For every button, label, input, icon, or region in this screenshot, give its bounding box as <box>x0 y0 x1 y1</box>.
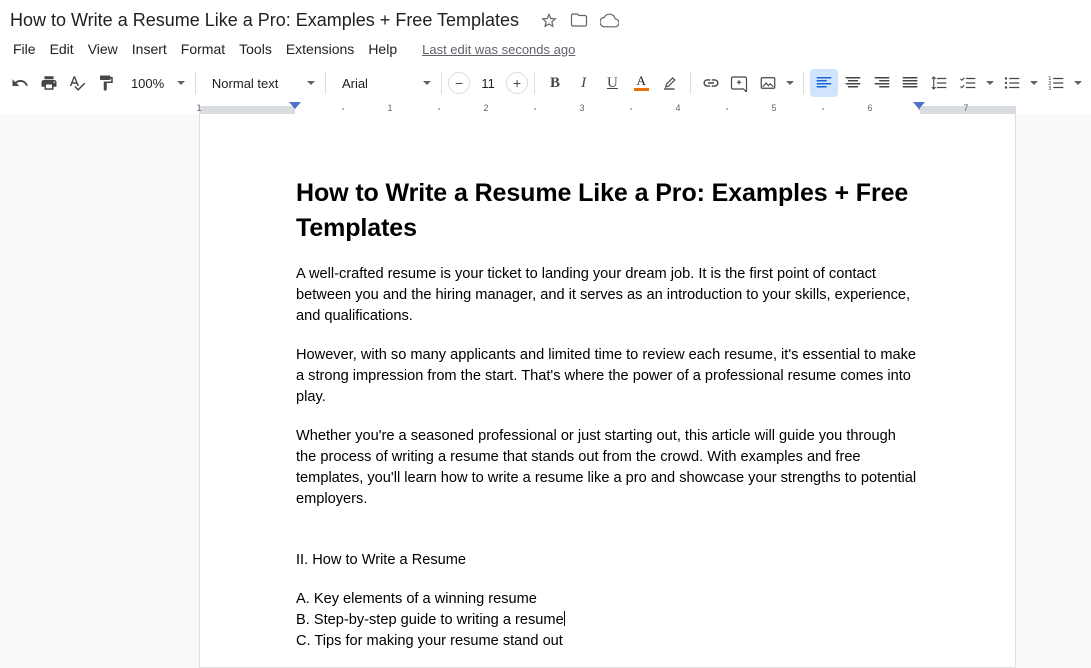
ruler-number: 7 <box>963 103 969 113</box>
insert-image-group[interactable] <box>754 69 797 97</box>
add-comment-icon[interactable] <box>725 69 753 97</box>
align-justify-button[interactable] <box>896 69 924 97</box>
zoom-selector[interactable] <box>121 69 189 97</box>
paragraph-style-value: Normal text <box>211 75 279 91</box>
ruler-tick <box>630 108 632 110</box>
chevron-down-icon <box>307 81 315 85</box>
zoom-value: 100% <box>130 75 165 91</box>
title-icon-group <box>537 8 621 32</box>
ruler-tick <box>342 108 344 110</box>
bold-label: B <box>549 74 560 91</box>
menu-view[interactable]: View <box>87 41 118 57</box>
document-body[interactable] <box>200 114 1015 652</box>
toolbar-divider <box>195 72 196 94</box>
menu-file[interactable]: File <box>13 41 36 57</box>
bold-button[interactable] <box>541 69 569 97</box>
ruler-tick <box>438 108 440 110</box>
toolbar <box>0 64 1091 102</box>
text-color-swatch <box>634 88 649 91</box>
document-page[interactable] <box>199 114 1016 668</box>
checklist-group[interactable] <box>954 69 997 97</box>
insert-link-icon[interactable] <box>697 69 725 97</box>
document-paragraph: However, with so many applicants and limited time to review each resume, it's essential to make a strong impression from the start. That's where the power of a professional resume comes into play. <box>296 347 917 405</box>
document-list-item-text: B. Step-by-step guide to writing a resume <box>296 612 564 628</box>
checklist-icon[interactable] <box>954 69 982 97</box>
document-list-item: C. Tips for making your resume stand out <box>296 633 563 649</box>
ruler-number: 1 <box>196 103 202 113</box>
menu-insert[interactable]: Insert <box>131 41 167 57</box>
font-selector[interactable] <box>332 69 435 97</box>
menu-format[interactable]: Format <box>180 41 226 57</box>
line-spacing-icon[interactable] <box>925 69 953 97</box>
menu-tools[interactable]: Tools <box>239 41 272 57</box>
svg-text:3: 3 <box>1047 85 1052 92</box>
decrease-font-size-button[interactable]: − <box>448 72 470 94</box>
text-cursor <box>564 611 565 626</box>
bulleted-list-icon[interactable] <box>998 69 1026 97</box>
ruler-left-margin <box>199 106 295 114</box>
bulleted-list-group[interactable] <box>998 69 1041 97</box>
star-icon[interactable] <box>537 8 561 32</box>
increase-font-size-button[interactable]: + <box>506 72 528 94</box>
align-center-button[interactable] <box>839 69 867 97</box>
numbered-list-group[interactable] <box>1042 69 1085 97</box>
font-size-input[interactable]: 11 <box>481 75 495 91</box>
numbered-list-icon[interactable] <box>1042 69 1070 97</box>
document-list-item: A. Key elements of a winning resume <box>296 591 537 607</box>
ruler-tick <box>534 108 536 110</box>
chevron-down-icon <box>1074 81 1082 85</box>
document-list-item <box>296 610 919 631</box>
title-bar <box>0 0 1091 36</box>
document-paragraph: A well-crafted resume is your ticket to landing your dream job. It is the first point of contact between you and the hiring manager, and it serves as an introduction to your skills, experience, and qualifications. <box>296 266 911 324</box>
toolbar-divider <box>803 72 804 94</box>
italic-label: I <box>581 74 587 91</box>
toolbar-divider <box>690 72 691 94</box>
ruler-number: 1 <box>387 103 393 113</box>
text-color-button[interactable] <box>627 69 655 97</box>
italic-button[interactable] <box>570 69 598 97</box>
spellcheck-icon[interactable] <box>63 69 91 97</box>
chevron-down-icon <box>1030 81 1038 85</box>
undo-icon[interactable] <box>6 69 34 97</box>
menu-edit[interactable]: Edit <box>49 41 74 57</box>
ruler-number: 5 <box>771 103 777 113</box>
print-icon[interactable] <box>35 69 63 97</box>
underline-label: U <box>606 74 618 91</box>
paragraph-style-selector[interactable] <box>202 69 319 97</box>
move-to-folder-icon[interactable] <box>567 8 591 32</box>
text-color-label: A <box>636 73 646 88</box>
cloud-saved-icon[interactable] <box>597 8 621 32</box>
align-right-button[interactable] <box>868 69 896 97</box>
chevron-down-icon <box>786 81 794 85</box>
right-indent-handle[interactable] <box>913 102 925 109</box>
last-edit-status[interactable]: Last edit was seconds ago <box>422 41 576 57</box>
paint-format-icon[interactable] <box>92 69 120 97</box>
ruler-number: 2 <box>483 103 489 113</box>
document-section-heading: II. How to Write a Resume <box>296 552 467 568</box>
document-canvas <box>0 114 1091 668</box>
menu-help[interactable]: Help <box>368 41 398 57</box>
chevron-down-icon <box>177 81 185 85</box>
ruler-number: 6 <box>867 103 873 113</box>
highlight-color-icon[interactable] <box>656 69 684 97</box>
underline-button[interactable] <box>599 69 627 97</box>
document-title[interactable]: How to Write a Resume Like a Pro: Examples + Free Templates <box>10 10 520 30</box>
document-spacer <box>296 528 919 550</box>
ruler-tick <box>822 108 824 110</box>
document-heading: How to Write a Resume Like a Pro: Examples + Free Templates <box>296 179 909 242</box>
chevron-down-icon <box>986 81 994 85</box>
menu-extensions[interactable]: Extensions <box>285 41 355 57</box>
toolbar-divider <box>441 72 442 94</box>
align-left-button[interactable] <box>810 69 838 97</box>
canvas-left-gutter <box>0 114 199 668</box>
menu-bar <box>0 36 1091 62</box>
document-paragraph: Whether you're a seasoned professional or just starting out, this article will guide you through the process of writing a resume that stands out from the crowd. With examples and free templates, you'll learn how to write a resume like a pro and showcase your strengths to potential employers. <box>296 428 917 507</box>
left-indent-handle[interactable] <box>289 102 301 109</box>
insert-image-icon[interactable] <box>754 69 782 97</box>
ruler-number: 3 <box>579 103 585 113</box>
font-value: Arial <box>341 75 368 91</box>
canvas-right-gutter <box>1017 114 1091 668</box>
svg-text:2: 2 <box>1047 80 1052 87</box>
ruler-tick <box>726 108 728 110</box>
ruler-number: 4 <box>675 103 681 113</box>
font-size-group <box>448 71 528 95</box>
toolbar-divider <box>325 72 326 94</box>
svg-text:1: 1 <box>1047 76 1052 82</box>
chevron-down-icon <box>423 81 431 85</box>
toolbar-divider <box>534 72 535 94</box>
